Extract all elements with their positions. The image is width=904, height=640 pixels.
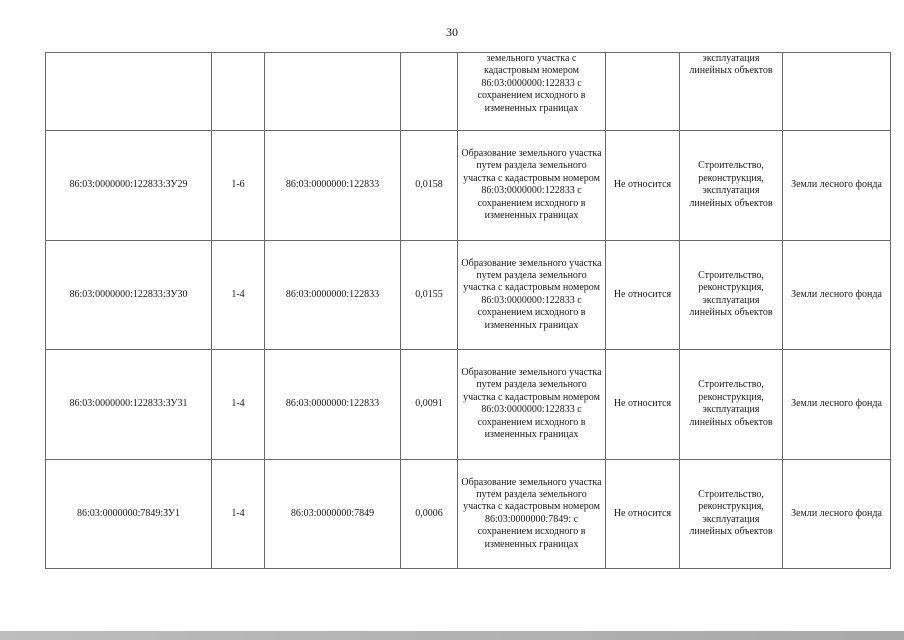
cell-area xyxy=(401,53,458,131)
cell-area: 0,0006 xyxy=(401,459,458,569)
cell-plot-id xyxy=(46,53,212,131)
cell-purpose: Строительство, реконструкция, эксплуатация линейных объектов xyxy=(680,459,783,569)
cell-plot-id: 86:03:0000000:122833:ЗУ31 xyxy=(46,350,212,460)
cell-plot-id: 86:03:0000000:7849:ЗУ1 xyxy=(46,459,212,569)
cell-source: 86:03:0000000:7849 xyxy=(265,459,401,569)
cell-relation xyxy=(606,53,680,131)
cell-description: Образование земельного участка путем раздела земельного участка с кадастровым номером 86:03:0000000:122833 с сохранением исходного в измененных границах xyxy=(458,350,606,460)
cell-area: 0,0158 xyxy=(401,131,458,241)
cell-source: 86:03:0000000:122833 xyxy=(265,131,401,241)
cell-description: Образование земельного участка путем раздела земельного участка с кадастровым номером 86:03:0000000:7849: с сохранением исходного в измененных границах xyxy=(458,459,606,569)
cell-purpose: Строительство, реконструкция, эксплуатация линейных объектов xyxy=(680,350,783,460)
cell-area: 0,0091 xyxy=(401,350,458,460)
cell-relation: Не относится xyxy=(606,240,680,350)
cell-purpose: эксплуатация линейных объектов xyxy=(680,53,783,131)
page-bottom-edge xyxy=(0,631,904,640)
cell-category: Земли лесного фонда xyxy=(783,459,891,569)
cell-plots: 1-4 xyxy=(212,240,265,350)
cell-relation: Не относится xyxy=(606,459,680,569)
cell-category: Земли лесного фонда xyxy=(783,240,891,350)
cell-plot-id: 86:03:0000000:122833:ЗУ30 xyxy=(46,240,212,350)
cell-plots: 1-4 xyxy=(212,459,265,569)
table-row xyxy=(46,350,891,460)
cell-category: Земли лесного фонда xyxy=(783,131,891,241)
cell-description: Образование земельного участка путем раздела земельного участка с кадастровым номером 86:03:0000000:122833 с сохранением исходного в измененных границах xyxy=(458,131,606,241)
cell-plot-id: 86:03:0000000:122833:ЗУ29 xyxy=(46,131,212,241)
cell-purpose: Строительство, реконструкция, эксплуатация линейных объектов xyxy=(680,131,783,241)
cell-plots xyxy=(212,53,265,131)
cell-source xyxy=(265,53,401,131)
cell-description: земельного участка с кадастровым номером 86:03:0000000:122833 с сохранением исходного в измененных границах xyxy=(458,53,606,131)
table-row-continuation xyxy=(46,53,891,131)
cell-source: 86:03:0000000:122833 xyxy=(265,240,401,350)
cell-category xyxy=(783,53,891,131)
cell-description: Образование земельного участка путем раздела земельного участка с кадастровым номером 86:03:0000000:122833 с сохранением исходного в измененных границах xyxy=(458,240,606,350)
page-number: 30 xyxy=(446,25,458,39)
cell-relation: Не относится xyxy=(606,350,680,460)
cell-area: 0,0155 xyxy=(401,240,458,350)
land-plots-table xyxy=(45,52,891,569)
cell-relation: Не относится xyxy=(606,131,680,241)
cell-source: 86:03:0000000:122833 xyxy=(265,350,401,460)
cell-category: Земли лесного фонда xyxy=(783,350,891,460)
cell-plots: 1-6 xyxy=(212,131,265,241)
cell-plots: 1-4 xyxy=(212,350,265,460)
table-row xyxy=(46,240,891,350)
table-row xyxy=(46,131,891,241)
table-row xyxy=(46,459,891,569)
cell-purpose: Строительство, реконструкция, эксплуатация линейных объектов xyxy=(680,240,783,350)
